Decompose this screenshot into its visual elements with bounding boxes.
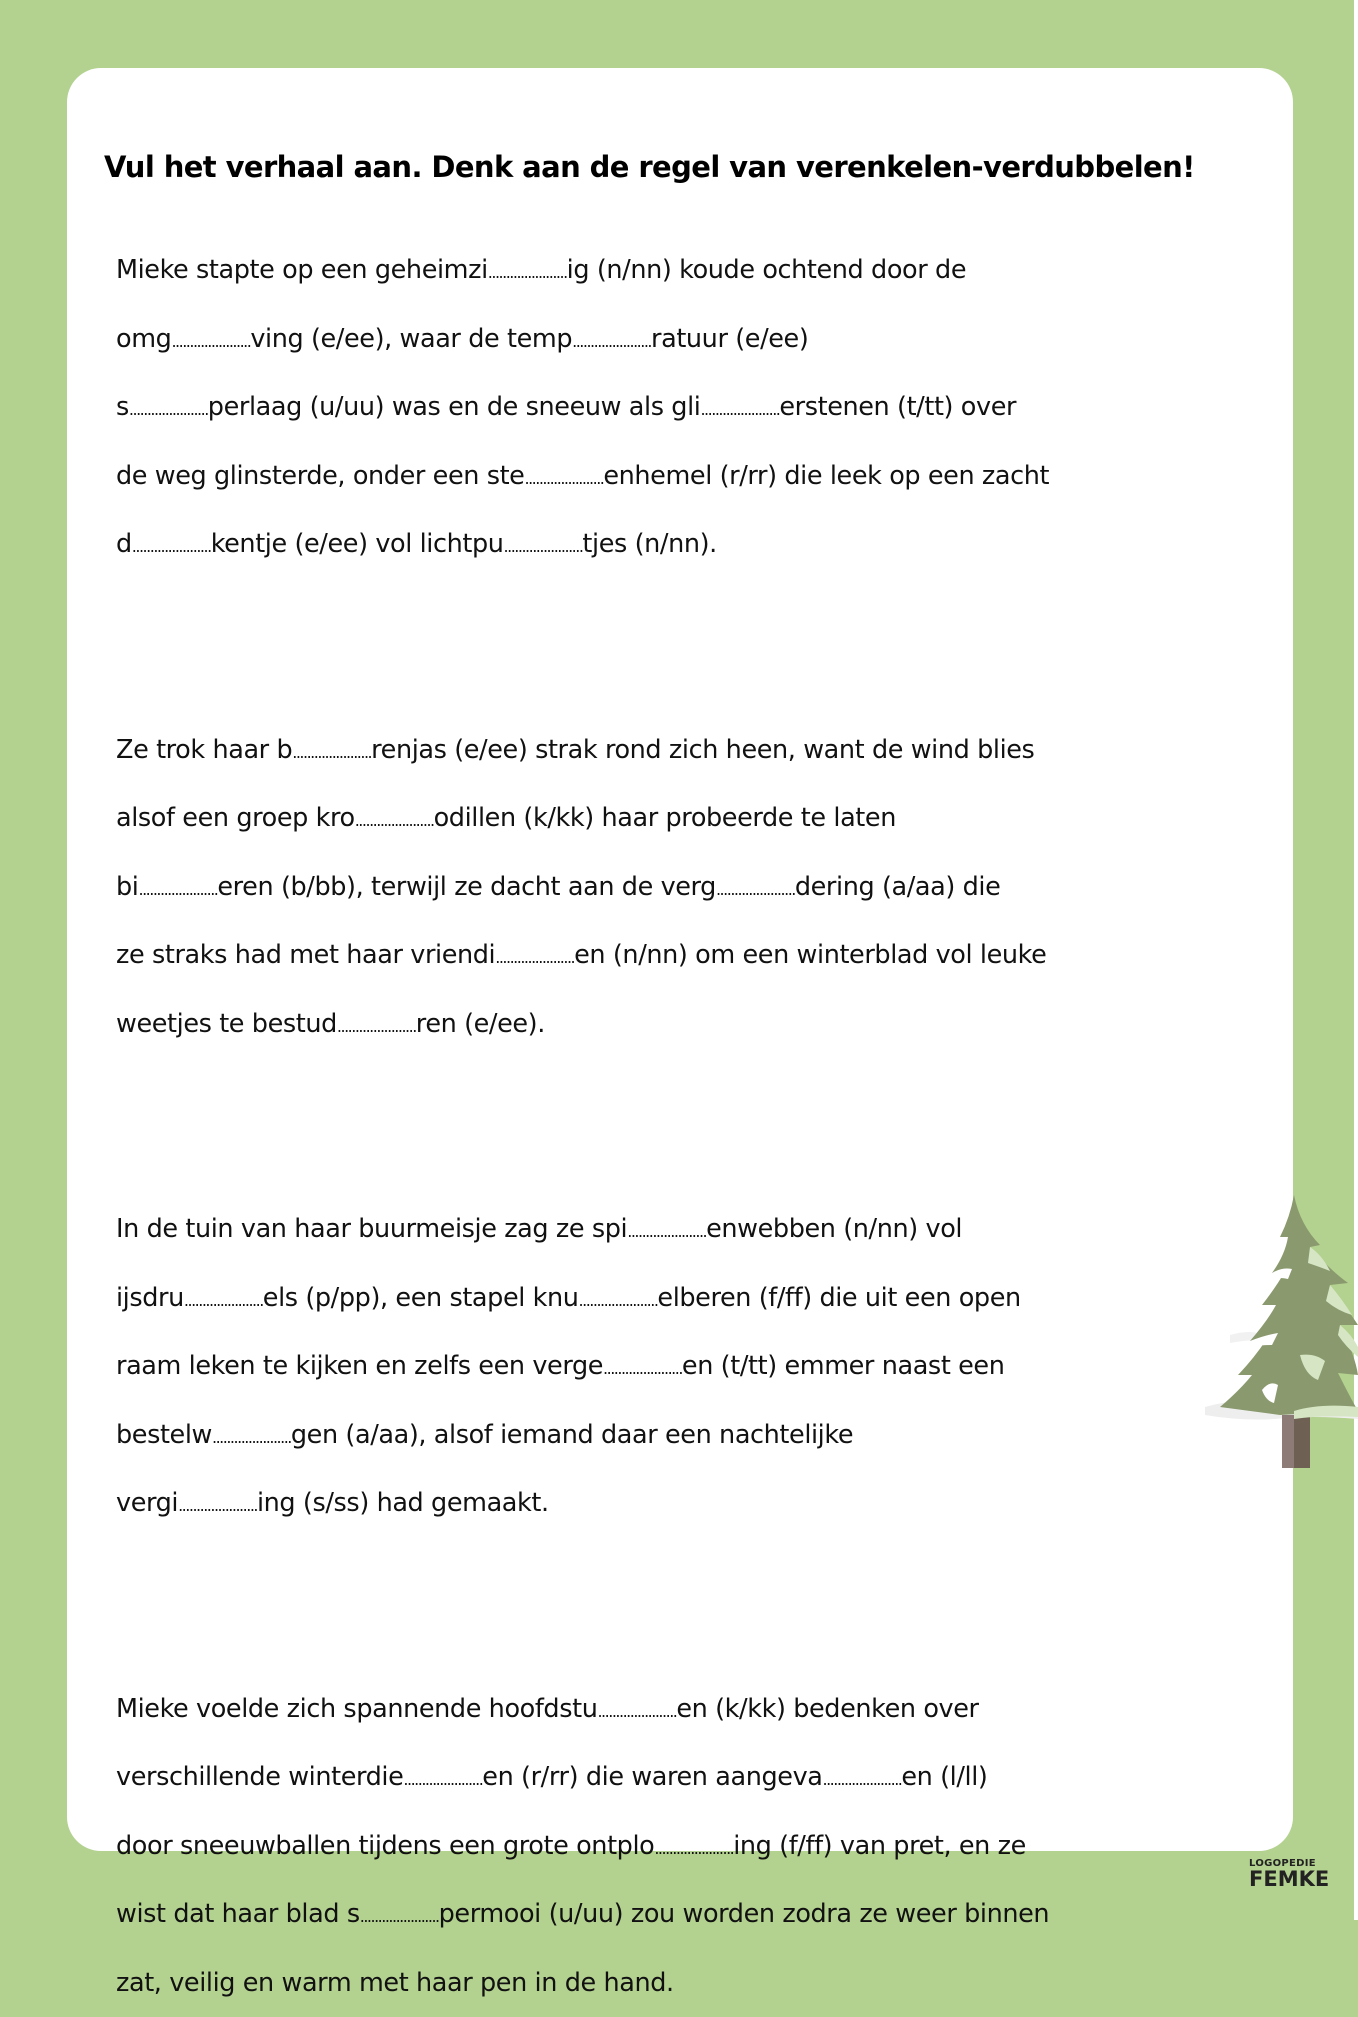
logo	[1249, 1858, 1329, 1890]
story-line	[116, 784, 1236, 853]
snowy-pine-tree-icon	[1180, 1175, 1358, 1470]
story-text-segment: verschillende winterdie	[116, 1762, 403, 1792]
fill-in-blank[interactable]: ......................	[129, 400, 208, 419]
story-text-segment: tjes (n/nn).	[582, 529, 716, 559]
story-text-segment: en (t/tt) emmer naast een	[682, 1351, 1005, 1381]
story-line	[116, 1812, 1236, 1881]
story-line	[116, 373, 1236, 442]
story-line	[116, 853, 1236, 922]
story-text-segment: erstenen (t/tt) over	[779, 392, 1016, 422]
story-line	[116, 1469, 1236, 1538]
story-text-segment: ze straks had met haar vriendi	[116, 940, 495, 970]
story-text-segment: en (r/rr) die waren aangeva	[482, 1762, 822, 1792]
story-text-segment: dering (a/aa) die	[795, 872, 1001, 902]
fill-in-blank[interactable]: ......................	[132, 537, 211, 556]
fill-in-blank[interactable]: ......................	[292, 743, 371, 762]
fill-in-blank[interactable]: ......................	[360, 1907, 439, 1926]
story-line	[116, 442, 1236, 511]
story-line	[116, 1332, 1236, 1401]
fill-in-blank[interactable]: ......................	[171, 332, 250, 351]
story-text-segment: s	[116, 392, 129, 422]
page-edge-strip	[1354, 0, 1358, 1920]
story-line	[116, 1675, 1236, 1744]
story-line	[116, 1949, 1236, 2017]
paragraph-gap	[116, 1538, 1236, 1675]
story-line	[116, 1401, 1236, 1470]
fill-in-blank[interactable]: ......................	[403, 1770, 482, 1789]
story-text-segment: wist dat haar blad s	[116, 1899, 360, 1929]
story-text-segment: de weg glinsterde, onder een ste	[116, 461, 524, 491]
paragraph-gap	[116, 1058, 1236, 1195]
story-text-segment: Mieke stapte op een geheimzi	[116, 255, 488, 285]
story-text-segment: ratuur (e/ee)	[651, 324, 808, 354]
story-text-segment: ing (s/ss) had gemaakt.	[257, 1488, 549, 1518]
fill-in-blank[interactable]: ......................	[700, 400, 779, 419]
story-line	[116, 1880, 1236, 1949]
fill-in-blank[interactable]: ......................	[184, 1291, 263, 1310]
story-line	[116, 1195, 1236, 1264]
story-text-segment: Ze trok haar b	[116, 735, 292, 765]
story-text-segment: en (n/nn) om een winterblad vol leuke	[574, 940, 1046, 970]
paragraph-gap	[116, 579, 1236, 716]
fill-in-blank[interactable]: ......................	[572, 332, 651, 351]
story-text-segment: enwebben (n/nn) vol	[706, 1214, 962, 1244]
story-paragraph	[116, 236, 1236, 579]
story-text-segment: en (k/kk) bedenken over	[676, 1694, 978, 1724]
story-text-segment: bi	[116, 872, 138, 902]
story-line	[116, 1743, 1236, 1812]
story-paragraph	[116, 1675, 1236, 2017]
story-text-segment: ving (e/ee), waar de temp	[250, 324, 572, 354]
logo-line-2: FEMKE	[1249, 1869, 1329, 1890]
story-text-segment: Mieke voelde zich spannende hoofdstu	[116, 1694, 597, 1724]
story-text-segment: d	[116, 529, 132, 559]
story-line	[116, 510, 1236, 579]
fill-in-blank[interactable]: ......................	[597, 1702, 676, 1721]
fill-in-blank[interactable]: ......................	[138, 880, 217, 899]
story-text-segment: en (l/ll)	[901, 1762, 987, 1792]
fill-in-blank[interactable]: ......................	[524, 469, 603, 488]
story-line	[116, 236, 1236, 305]
worksheet-title: Vul het verhaal aan. Denk aan de regel van verenkelen-verdubbelen!	[104, 150, 1284, 184]
story-text-segment: alsof een groep kro	[116, 803, 355, 833]
story-text-segment: vergi	[116, 1488, 178, 1518]
story-text-segment: kentje (e/ee) vol lichtpu	[211, 529, 504, 559]
story-line	[116, 1264, 1236, 1333]
fill-in-blank[interactable]: ......................	[579, 1291, 658, 1310]
fill-in-blank[interactable]: ......................	[654, 1839, 733, 1858]
story-text-segment: enhemel (r/rr) die leek op een zacht	[603, 461, 1049, 491]
story-text-segment: odillen (k/kk) haar probeerde te laten	[434, 803, 896, 833]
story-line	[116, 716, 1236, 785]
story-paragraph	[116, 716, 1236, 1059]
story-text-segment: eren (b/bb), terwijl ze dacht aan de verg	[217, 872, 716, 902]
story-text-segment: ig (n/nn) koude ochtend door de	[567, 255, 966, 285]
fill-in-blank[interactable]: ......................	[822, 1770, 901, 1789]
story-line	[116, 305, 1236, 374]
story-line	[116, 990, 1236, 1059]
story-text-segment: ren (e/ee).	[416, 1009, 545, 1039]
story-text-segment: gen (a/aa), alsof iemand daar een nachtelijke	[291, 1420, 853, 1450]
story-text-segment: raam leken te kijken en zelfs een verge	[116, 1351, 603, 1381]
logo-line-1: LOGOPEDIE	[1249, 1858, 1329, 1869]
fill-in-blank[interactable]: ......................	[212, 1428, 291, 1447]
story-text-segment: renjas (e/ee) strak rond zich heen, want de wind blies	[371, 735, 1034, 765]
fill-in-blank[interactable]: ......................	[495, 948, 574, 967]
story-text-segment: permooi (u/uu) zou worden zodra ze weer binnen	[439, 1899, 1050, 1929]
story-text-segment: bestelw	[116, 1420, 212, 1450]
fill-in-blank[interactable]: ......................	[627, 1222, 706, 1241]
fill-in-blank[interactable]: ......................	[603, 1359, 682, 1378]
story-paragraph	[116, 1195, 1236, 1538]
fill-in-blank[interactable]: ......................	[337, 1017, 416, 1036]
fill-in-blank[interactable]: ......................	[504, 537, 583, 556]
story-line	[116, 921, 1236, 990]
story-text-segment: door sneeuwballen tijdens een grote ontplo	[116, 1831, 654, 1861]
fill-in-blank[interactable]: ......................	[355, 811, 434, 830]
story-text-segment: ing (f/ff) van pret, en ze	[733, 1831, 1026, 1861]
story-text-segment: elberen (f/ff) die uit een open	[657, 1283, 1020, 1313]
story-text-segment: ijsdru	[116, 1283, 184, 1313]
story-text-segment: weetjes te bestud	[116, 1009, 337, 1039]
story-text-segment: omg	[116, 324, 171, 354]
story-text-segment: perlaag (u/uu) was en de sneeuw als gli	[208, 392, 701, 422]
worksheet-card	[67, 68, 1293, 1851]
story-text-segment: zat, veilig en warm met haar pen in de hand.	[116, 1968, 674, 1998]
fill-in-blank[interactable]: ......................	[716, 880, 795, 899]
fill-in-blank[interactable]: ......................	[488, 263, 567, 282]
story-text-segment: els (p/pp), een stapel knu	[263, 1283, 579, 1313]
story-text	[116, 236, 1236, 2017]
story-text-segment: In de tuin van haar buurmeisje zag ze spi	[116, 1214, 627, 1244]
fill-in-blank[interactable]: ......................	[178, 1496, 257, 1515]
